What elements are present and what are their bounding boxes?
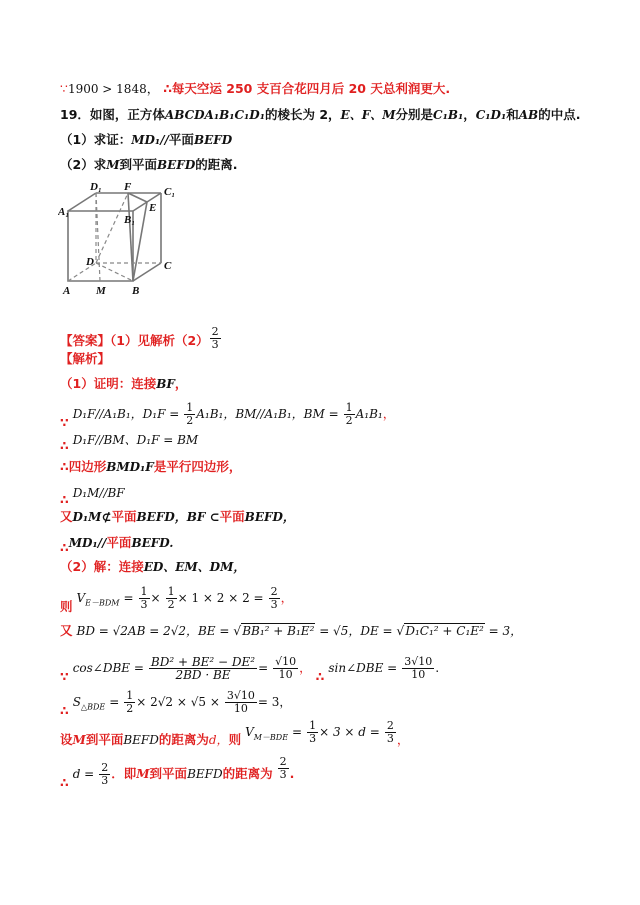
question-number: 19．如图，正方体 — [60, 107, 165, 122]
label-m: M — [96, 285, 106, 297]
point-m: M — [106, 158, 120, 172]
because-symbol: ∵ — [60, 81, 68, 96]
plane-name: BEFD — [193, 133, 233, 147]
points-efm: E、F、M — [340, 108, 396, 122]
proof-step-6: ∴MD₁//平面BEFD. — [60, 535, 174, 555]
label-b1: B₁ — [124, 214, 136, 226]
line-conclusion-prev — [60, 80, 450, 98]
label-b: B — [132, 285, 140, 297]
plane-word: 平面 — [168, 132, 194, 147]
solution-intro: （2）解：连接ED、EM、DM， — [60, 559, 246, 574]
solution-final: ∴ d = $\frac{2}{3}$ ．即M到平面BEFD的距离为 $\frac{2}{3}$ . — [60, 755, 295, 790]
cube-diagram — [58, 181, 193, 301]
solution-cos-sin: ∵ cos∠DBE = $\frac{\text{BD² + BE² − DE²}}{2BD \cdot BE}$ = $\frac{√10}{10}$ ， ∴ sin∠DBE = $\frac{3√10}{10}$ . — [60, 655, 440, 684]
therefore-symbol: ∴ — [60, 459, 69, 474]
separator: ， — [463, 107, 476, 122]
label-c: C — [164, 260, 172, 272]
expr-md1: MD₁// — [131, 133, 169, 147]
part-label: （1）求证： — [60, 132, 132, 147]
solution-distance-set: 设M到平面BEFD的距离为d，则 $V_{M-BDE}$ = $\frac{1}{3}$ × 3 × d = $\frac{2}{3}$ ， — [60, 719, 410, 747]
proof-step-5: 又D₁M⊄平面BEFD，BF ⊂平面BEFD， — [60, 509, 295, 524]
inequality: 1900 > 1848 — [67, 82, 147, 96]
to-plane: 到平面 — [119, 157, 158, 172]
proof-step-3: ∴四边形BMD₁F是平行四边形， — [60, 459, 242, 474]
cube-name: ABCDA₁B₁C₁D₁ — [164, 108, 265, 122]
conclusion-text: 每天空运 250 支百合花四月后 20 天总利润更大. — [171, 81, 451, 96]
part-1-prompt — [60, 131, 232, 149]
label-c1: C₁ — [164, 186, 176, 198]
because-symbol: ∵ — [60, 669, 69, 684]
segment-c1b1: C₁B₁ — [433, 108, 464, 122]
label-a1: A₁ — [58, 206, 70, 218]
answer-line — [60, 326, 222, 351]
therefore-symbol: ∴ — [60, 540, 69, 555]
proof-step-2: ∴ D₁F//BM、D₁F = BM — [60, 433, 199, 453]
therefore-symbol: ∴ — [60, 438, 69, 453]
question-19 — [60, 106, 580, 124]
label-d: D — [86, 256, 94, 268]
solution-lengths: 又 BD = √2AB = 2√2，BE = √BB₁² + B₁E² = √5，DE = √D₁C₁² + C₁E² = 3， — [60, 623, 523, 638]
therefore-symbol: ∴ — [163, 81, 172, 96]
analysis-label: 【解析】 — [60, 351, 111, 366]
segment-bf: BF — [156, 377, 175, 391]
part-2-prompt — [60, 156, 237, 174]
proof-step-4: ∴ D₁M//BF — [60, 486, 125, 507]
therefore-symbol: ∴ — [315, 669, 325, 684]
solution-volume: 则 $V_{E-BDM}$ = $\frac{1}{3}$ × $\frac{1}{2}$ × 1 × 2 × 2 = $\frac{2}{3}$ ， — [60, 585, 294, 614]
therefore-symbol: ∴ — [60, 492, 69, 507]
therefore-symbol: ∴ — [60, 775, 69, 790]
segment-c1d1: C₁D₁ — [475, 108, 507, 122]
and-text: 和 — [506, 107, 519, 122]
distance-text: 的距离. — [195, 157, 238, 172]
part-label: （2）求 — [60, 157, 107, 172]
question-text-2: 分别是 — [395, 107, 434, 122]
answer-fraction: $\frac{2}{3}$ — [211, 325, 219, 351]
label-f: F — [124, 181, 132, 193]
label-e: E — [149, 202, 157, 214]
question-text: 的棱长为 2， — [264, 107, 341, 122]
answer-text: （1）见解析（2） — [110, 333, 209, 348]
plane-name: BEFD — [157, 158, 196, 172]
because-symbol: ∵ — [60, 415, 69, 430]
comma: ， — [146, 81, 160, 96]
therefore-symbol: ∴ — [60, 703, 69, 718]
cube-figure — [58, 181, 193, 301]
proof-intro: （1）证明：连接BF， — [60, 376, 188, 391]
answer-label: 【答案】 — [60, 333, 111, 348]
proof-step-1: ∵ D₁F//A₁B₁，D₁F = $\frac{1}{2}$ A₁B₁，BM//A₁B₁，BM = $\frac{1}{2}$ A₁B₁， — [60, 401, 396, 430]
label-d1: D₁ — [90, 181, 102, 193]
label-a: A — [63, 285, 71, 297]
segment-ab: AB — [518, 108, 539, 122]
solution-area: ∴ $S_{\triangle BDE}$ = $\frac{1}{2}$ × 2√2 × √5 × $\frac{3√10}{10}$ = 3， — [60, 689, 292, 718]
question-end: 的中点. — [538, 107, 581, 122]
